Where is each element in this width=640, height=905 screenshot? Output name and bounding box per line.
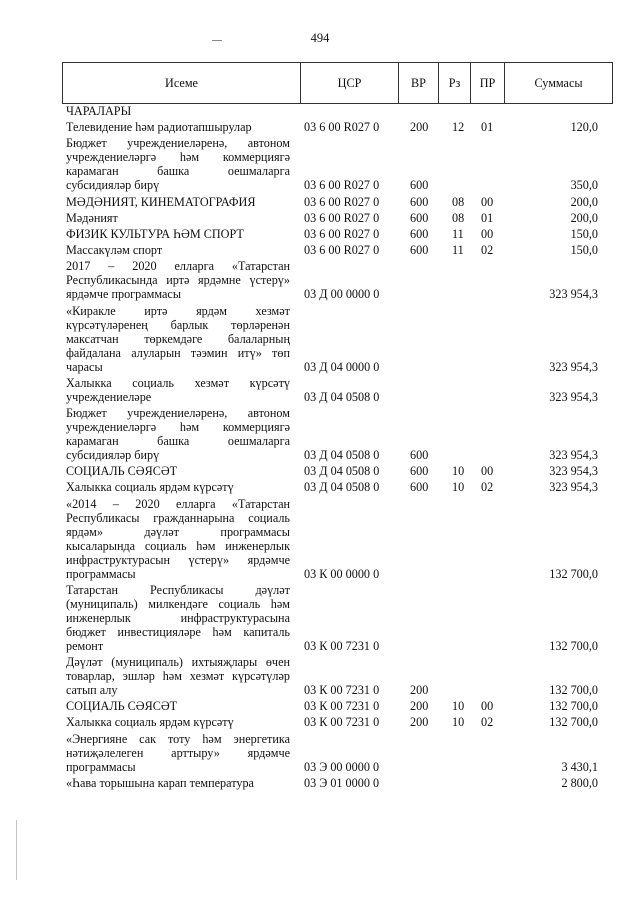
row-name <box>66 243 290 257</box>
row-name-line: учреждениеләргә һәм коммерциягә <box>66 150 290 165</box>
row-name-line: кысаларында социаль һәм инженерлык <box>66 538 290 553</box>
row-sum: 323 954,3 <box>549 359 598 374</box>
row-sum: 323 954,3 <box>549 464 598 479</box>
row-name-line: «2014 – 2020 елларга «Татарстан <box>66 496 290 511</box>
row-sum: 132 700,0 <box>549 715 598 730</box>
row-csr: 03 6 00 R027 0 <box>304 194 380 209</box>
row-name-line: МӘДӘНИЯТ, КИНЕМАТОГРАФИЯ <box>66 194 256 209</box>
header-rz: Рз <box>439 63 471 103</box>
row-name-line: күрсәтүләренең барлык төрләренән <box>66 317 290 332</box>
table-row <box>0 136 640 192</box>
row-name-line: программасы <box>66 759 136 774</box>
row-vr: 200 <box>410 715 429 730</box>
row-csr: 03 Э 00 0000 0 <box>304 759 380 774</box>
row-sum: 323 954,3 <box>549 448 598 462</box>
row-rz: 10 <box>452 715 465 730</box>
table-row <box>0 464 640 478</box>
row-name <box>66 376 290 404</box>
row-pr: 01 <box>481 210 494 225</box>
row-rz: 10 <box>452 464 465 479</box>
table-row <box>0 120 640 134</box>
row-pr: 02 <box>481 715 494 730</box>
row-rz: 10 <box>452 480 465 495</box>
row-csr: 03 Д 04 0508 0 <box>304 448 380 462</box>
row-pr: 01 <box>481 120 494 135</box>
row-name-line: файдалана алуларын тәэмин итү» төп <box>66 345 290 360</box>
row-name <box>66 464 290 478</box>
row-csr: 03 Д 04 0508 0 <box>304 464 380 479</box>
row-csr: 03 К 00 0000 0 <box>304 566 380 581</box>
table-row <box>0 497 640 581</box>
row-name-line: 2017 – 2020 елларга «Татарстан <box>66 259 290 274</box>
row-csr: 03 6 00 R027 0 <box>304 243 380 258</box>
table-row <box>0 211 640 225</box>
row-csr: 03 Э 01 0000 0 <box>304 775 380 790</box>
row-name-line: Бюджет учреждениеләренә, автоном <box>66 406 290 420</box>
row-vr: 600 <box>410 243 429 258</box>
row-name-line: «Һава торышына карап температура <box>66 775 254 790</box>
table-row <box>0 243 640 257</box>
row-csr: 03 Д 04 0000 0 <box>304 359 380 374</box>
table-row <box>0 699 640 713</box>
row-name-line: «Энергияне сак тоту һәм энергетика <box>66 731 290 746</box>
row-rz: 08 <box>452 194 465 209</box>
row-name-line: инфраструктурасын үстерү» ярдәмче <box>66 552 290 567</box>
table-row <box>0 406 640 462</box>
row-sum: 132 700,0 <box>549 699 598 714</box>
row-csr: 03 6 00 R027 0 <box>304 120 380 135</box>
header-vr: ВР <box>399 63 439 103</box>
row-name-line: «Киракле иртә ярдәм хезмәт <box>66 303 290 318</box>
row-rz: 11 <box>452 243 464 258</box>
row-name-line: ремонт <box>66 638 104 653</box>
row-sum: 200,0 <box>570 194 598 209</box>
row-vr: 600 <box>410 178 429 193</box>
row-name-line: субсидияләр бирү <box>66 448 160 462</box>
row-name-line: Халыкка социаль хезмәт күрсәтү <box>66 375 290 390</box>
table-row <box>0 227 640 241</box>
row-sum: 150,0 <box>570 227 598 241</box>
row-name-line: ЧАРАЛАРЫ <box>66 104 132 118</box>
row-rz: 10 <box>452 699 465 714</box>
row-sum: 132 700,0 <box>549 683 598 697</box>
table-row <box>0 480 640 494</box>
row-csr: 03 Д 04 0508 0 <box>304 389 380 404</box>
row-name <box>66 211 290 225</box>
row-name <box>66 715 290 729</box>
row-name-line: Дәүләт (муниципаль) ихтыяҗлары өчен <box>66 655 290 669</box>
row-name <box>66 497 290 581</box>
row-vr: 600 <box>410 448 429 462</box>
row-pr: 00 <box>481 699 494 714</box>
row-name <box>66 227 290 241</box>
row-name-line: Массакүләм спорт <box>66 243 163 258</box>
row-csr: 03 К 00 7231 0 <box>304 699 380 714</box>
row-csr: 03 К 00 7231 0 <box>304 715 380 730</box>
header-sum: Суммасы <box>534 76 583 90</box>
table-row <box>0 715 640 729</box>
row-name-line: Халыкка социаль ярдәм күрсәтү <box>66 480 234 495</box>
row-vr: 200 <box>410 699 429 714</box>
row-name-line: Халыкка социаль ярдәм күрсәтү <box>66 715 234 730</box>
table-row <box>0 104 640 118</box>
row-csr: 03 К 00 7231 0 <box>304 683 380 697</box>
table-row <box>0 195 640 209</box>
row-pr: 00 <box>481 194 494 209</box>
row-name-line: субсидияләр бирү <box>66 178 160 193</box>
row-rz: 11 <box>452 227 464 241</box>
row-vr: 600 <box>410 194 429 209</box>
row-name-line: нәтиҗәлелеген арттыру» ярдәмче <box>66 745 290 760</box>
table-row <box>0 776 640 790</box>
row-sum: 323 954,3 <box>549 480 598 495</box>
table-row <box>0 655 640 697</box>
row-csr: 03 Д 04 0508 0 <box>304 480 380 495</box>
row-vr: 600 <box>410 464 429 479</box>
row-vr: 600 <box>410 480 429 495</box>
row-name-line: карамаган башка оешмаларга <box>66 434 290 448</box>
row-name <box>66 480 290 494</box>
row-name <box>66 259 290 301</box>
row-name-line: Татарстан Республикасы дәүләт <box>66 582 290 597</box>
row-name <box>66 732 290 774</box>
row-name-line: Республикасында иртә ярдәмне үстерү» <box>66 273 290 288</box>
row-name <box>66 583 290 653</box>
row-name-line: Телевидение һәм радиотапшырулар <box>66 120 252 135</box>
row-pr: 00 <box>481 464 494 479</box>
row-name-line: учреждениеләре <box>66 389 152 404</box>
row-name-line: (муниципаль) милкендәге социаль һәм <box>66 596 290 611</box>
row-sum: 200,0 <box>570 210 598 225</box>
row-name-line: Республикасы гражданнарына социаль <box>66 510 290 525</box>
row-pr: 02 <box>481 480 494 495</box>
row-vr: 200 <box>410 683 429 697</box>
header-name: Исеме <box>63 63 301 103</box>
row-name-line: СОЦИАЛЬ СӘЯСӘТ <box>66 699 178 714</box>
row-sum: 132 700,0 <box>549 566 598 581</box>
scan-mark <box>212 40 222 41</box>
row-rz: 08 <box>452 210 465 225</box>
row-name <box>66 195 290 209</box>
row-name <box>66 304 290 374</box>
row-csr: 03 К 00 7231 0 <box>304 638 380 653</box>
row-name <box>66 655 290 697</box>
row-sum: 120,0 <box>570 120 598 135</box>
row-name <box>66 699 290 713</box>
row-name-line: чарасы <box>66 359 103 374</box>
row-rz: 12 <box>452 120 465 135</box>
row-sum: 132 700,0 <box>549 638 598 653</box>
row-pr: 00 <box>481 227 494 241</box>
row-name-line: Мәдәният <box>66 210 118 225</box>
row-name-line: максатчан төркемдәге балаларның <box>66 331 290 346</box>
table-row <box>0 304 640 374</box>
row-name-line: ярдәм» дәүләт программасы <box>66 524 290 539</box>
row-vr: 200 <box>410 120 429 135</box>
row-name-line: карамаган башка оешмаларга <box>66 164 290 179</box>
row-sum: 323 954,3 <box>549 287 598 302</box>
row-csr: 03 6 00 R027 0 <box>304 227 380 241</box>
row-pr: 02 <box>481 243 494 258</box>
row-sum: 323 954,3 <box>549 389 598 404</box>
header-csr: ЦСР <box>301 63 399 103</box>
row-csr: 03 Д 00 0000 0 <box>304 287 380 302</box>
row-name-line: товарлар, эшләр һәм хезмәт күрсәтүләр <box>66 669 290 683</box>
row-name-line: Бюджет учреждениеләренә, автоном <box>66 136 290 151</box>
row-name <box>66 104 290 118</box>
row-name-line: учреждениеләргә һәм коммерциягә <box>66 420 290 434</box>
row-csr: 03 6 00 R027 0 <box>304 210 380 225</box>
row-name <box>66 776 290 790</box>
row-vr: 600 <box>410 227 429 241</box>
table-row <box>0 376 640 404</box>
row-name-line: инженерлык инфраструктурасына <box>66 610 290 625</box>
row-csr: 03 6 00 R027 0 <box>304 178 380 193</box>
row-vr: 600 <box>410 210 429 225</box>
row-name <box>66 120 290 134</box>
row-name-line: сатып алу <box>66 683 118 697</box>
table-row <box>0 259 640 301</box>
row-name-line: программасы <box>66 566 136 581</box>
table-row <box>0 583 640 653</box>
row-name-line: бюджет инвестицияләре һәм капиталь <box>66 624 290 639</box>
row-name-line: ФИЗИК КУЛЬТУРА ҺӘМ СПОРТ <box>66 227 244 241</box>
table-row <box>0 732 640 774</box>
table-header <box>62 62 613 104</box>
page-number: 494 <box>310 31 330 45</box>
row-sum: 150,0 <box>570 243 598 258</box>
scan-mark <box>16 820 17 880</box>
row-sum: 3 430,1 <box>561 759 598 774</box>
row-sum: 350,0 <box>570 178 598 193</box>
row-sum: 2 800,0 <box>561 775 598 790</box>
header-pr: ПР <box>471 63 505 103</box>
row-name <box>66 136 290 192</box>
row-name-line: СОЦИАЛЬ СӘЯСӘТ <box>66 464 178 479</box>
row-name <box>66 406 290 462</box>
row-name-line: ярдәмче программасы <box>66 287 182 302</box>
